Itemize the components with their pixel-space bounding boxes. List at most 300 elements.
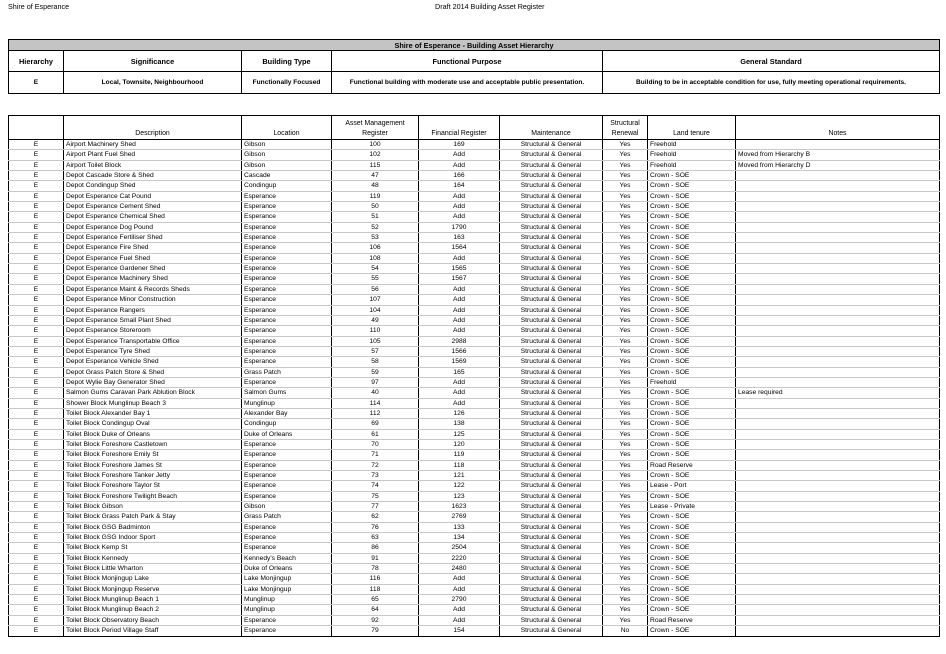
cell-notes (736, 450, 940, 460)
cell-description: Toilet Block Observatory Beach (64, 615, 242, 625)
cell-location: Esperance (242, 626, 332, 636)
value-significance: Local, Townsite, Neighbourhood (64, 72, 242, 94)
cell-land-tenure: Crown - SOE (648, 408, 736, 418)
table-row (9, 357, 940, 367)
table-row (9, 543, 940, 553)
cell-description: Depot Esperance Fuel Shed (64, 253, 242, 263)
table-row (9, 274, 940, 284)
cell-hierarchy: E (9, 377, 64, 387)
page-header (8, 2, 938, 14)
cell-hierarchy: E (9, 181, 64, 191)
cell-maintenance: Structural & General (500, 233, 603, 243)
col-notes: Notes (736, 116, 940, 140)
cell-description: Depot Esperance Gardener Shed (64, 264, 242, 274)
cell-asset-management-register: 77 (332, 502, 419, 512)
cell-financial-register: Add (419, 377, 500, 387)
cell-structural-renewal: Yes (603, 315, 648, 325)
cell-financial-register: 119 (419, 450, 500, 460)
cell-structural-renewal: Yes (603, 243, 648, 253)
cell-location: Esperance (242, 284, 332, 294)
cell-asset-management-register: 102 (332, 150, 419, 160)
cell-asset-management-register: 79 (332, 626, 419, 636)
col-financial-register: Financial Register (419, 116, 500, 140)
cell-financial-register: Add (419, 615, 500, 625)
table-row (9, 429, 940, 439)
cell-maintenance: Structural & General (500, 615, 603, 625)
header-hierarchy: Hierarchy (9, 51, 64, 72)
cell-description: Toilet Block Condingup Oval (64, 419, 242, 429)
cell-location: Duke of Orleans (242, 429, 332, 439)
cell-location: Esperance (242, 315, 332, 325)
table-row (9, 160, 940, 170)
value-functional-purpose: Functional building with moderate use and acceptable public presentation. (332, 72, 603, 94)
header-significance: Significance (64, 51, 242, 72)
cell-financial-register: Add (419, 605, 500, 615)
cell-land-tenure: Crown - SOE (648, 543, 736, 553)
cell-hierarchy: E (9, 429, 64, 439)
cell-hierarchy: E (9, 315, 64, 325)
table-row (9, 202, 940, 212)
cell-notes (736, 274, 940, 284)
cell-location: Cascade (242, 171, 332, 181)
cell-hierarchy: E (9, 243, 64, 253)
cell-notes (736, 326, 940, 336)
cell-location: Esperance (242, 243, 332, 253)
cell-maintenance: Structural & General (500, 584, 603, 594)
cell-financial-register: 164 (419, 181, 500, 191)
cell-description: Depot Cascade Store & Shed (64, 171, 242, 181)
cell-location: Esperance (242, 233, 332, 243)
cell-structural-renewal: Yes (603, 502, 648, 512)
cell-location: Lake Monjingup (242, 584, 332, 594)
cell-structural-renewal: Yes (603, 574, 648, 584)
register-header-row (9, 116, 940, 140)
cell-notes (736, 553, 940, 563)
cell-financial-register: 1565 (419, 264, 500, 274)
cell-description: Salmon Gums Caravan Park Ablution Block (64, 388, 242, 398)
cell-structural-renewal: Yes (603, 408, 648, 418)
cell-location: Condingup (242, 419, 332, 429)
cell-financial-register: Add (419, 150, 500, 160)
cell-location: Munglinup (242, 605, 332, 615)
cell-hierarchy: E (9, 357, 64, 367)
cell-maintenance: Structural & General (500, 243, 603, 253)
cell-notes (736, 295, 940, 305)
table-row (9, 284, 940, 294)
cell-description: Toilet Block Munglinup Beach 2 (64, 605, 242, 615)
cell-notes (736, 398, 940, 408)
cell-location: Esperance (242, 543, 332, 553)
cell-maintenance: Structural & General (500, 222, 603, 232)
cell-description: Depot Esperance Cement Shed (64, 202, 242, 212)
cell-financial-register: 2504 (419, 543, 500, 553)
cell-structural-renewal: Yes (603, 140, 648, 150)
cell-asset-management-register: 118 (332, 584, 419, 594)
cell-description: Toilet Block Monjingup Reserve (64, 584, 242, 594)
cell-financial-register: 133 (419, 522, 500, 532)
cell-structural-renewal: Yes (603, 160, 648, 170)
cell-maintenance: Structural & General (500, 181, 603, 191)
table-row (9, 140, 940, 150)
cell-structural-renewal: Yes (603, 377, 648, 387)
table-row (9, 419, 940, 429)
cell-notes (736, 264, 940, 274)
cell-structural-renewal: Yes (603, 336, 648, 346)
cell-asset-management-register: 64 (332, 605, 419, 615)
cell-structural-renewal: Yes (603, 233, 648, 243)
cell-location: Esperance (242, 471, 332, 481)
cell-asset-management-register: 71 (332, 450, 419, 460)
cell-financial-register: Add (419, 160, 500, 170)
cell-financial-register: 1569 (419, 357, 500, 367)
cell-land-tenure: Crown - SOE (648, 222, 736, 232)
cell-structural-renewal: Yes (603, 388, 648, 398)
cell-hierarchy: E (9, 326, 64, 336)
cell-land-tenure: Crown - SOE (648, 533, 736, 543)
cell-hierarchy: E (9, 584, 64, 594)
cell-structural-renewal: No (603, 626, 648, 636)
cell-maintenance: Structural & General (500, 502, 603, 512)
cell-maintenance: Structural & General (500, 543, 603, 553)
cell-notes (736, 191, 940, 201)
cell-land-tenure: Crown - SOE (648, 398, 736, 408)
table-row (9, 522, 940, 532)
cell-location: Esperance (242, 346, 332, 356)
cell-structural-renewal: Yes (603, 595, 648, 605)
cell-hierarchy: E (9, 346, 64, 356)
table-row (9, 171, 940, 181)
cell-location: Salmon Gums (242, 388, 332, 398)
table-row (9, 191, 940, 201)
cell-description: Toilet Block GSG Indoor Sport (64, 533, 242, 543)
cell-maintenance: Structural & General (500, 150, 603, 160)
table-row (9, 253, 940, 263)
cell-land-tenure: Crown - SOE (648, 574, 736, 584)
cell-structural-renewal: Yes (603, 191, 648, 201)
cell-asset-management-register: 86 (332, 543, 419, 553)
cell-asset-management-register: 63 (332, 533, 419, 543)
cell-hierarchy: E (9, 471, 64, 481)
cell-structural-renewal: Yes (603, 295, 648, 305)
table-row (9, 295, 940, 305)
table-row (9, 491, 940, 501)
cell-structural-renewal: Yes (603, 284, 648, 294)
cell-financial-register: 2769 (419, 512, 500, 522)
cell-land-tenure: Crown - SOE (648, 388, 736, 398)
cell-structural-renewal: Yes (603, 450, 648, 460)
cell-structural-renewal: Yes (603, 326, 648, 336)
cell-location: Grass Patch (242, 512, 332, 522)
building-asset-register-table (8, 115, 940, 637)
table-row (9, 212, 940, 222)
cell-land-tenure: Crown - SOE (648, 471, 736, 481)
cell-location: Munglinup (242, 398, 332, 408)
org-name: Shire of Esperance (8, 2, 70, 11)
cell-land-tenure: Crown - SOE (648, 243, 736, 253)
cell-financial-register: 165 (419, 367, 500, 377)
cell-land-tenure: Lease - Port (648, 481, 736, 491)
cell-description: Depot Wylie Bay Generator Shed (64, 377, 242, 387)
cell-hierarchy: E (9, 295, 64, 305)
cell-notes (736, 419, 940, 429)
cell-structural-renewal: Yes (603, 543, 648, 553)
cell-description: Toilet Block Foreshore Emily St (64, 450, 242, 460)
table-row (9, 512, 940, 522)
cell-location: Esperance (242, 491, 332, 501)
col-location: Location (242, 116, 332, 140)
cell-maintenance: Structural & General (500, 419, 603, 429)
cell-maintenance: Structural & General (500, 605, 603, 615)
cell-asset-management-register: 116 (332, 574, 419, 584)
cell-asset-management-register: 76 (332, 522, 419, 532)
cell-notes (736, 439, 940, 449)
cell-maintenance: Structural & General (500, 295, 603, 305)
table-row (9, 615, 940, 625)
cell-asset-management-register: 70 (332, 439, 419, 449)
table-row (9, 564, 940, 574)
cell-notes (736, 140, 940, 150)
cell-hierarchy: E (9, 439, 64, 449)
cell-hierarchy: E (9, 419, 64, 429)
cell-maintenance: Structural & General (500, 346, 603, 356)
cell-description: Toilet Block Alexander Bay 1 (64, 408, 242, 418)
cell-asset-management-register: 74 (332, 481, 419, 491)
cell-asset-management-register: 73 (332, 471, 419, 481)
cell-notes (736, 357, 940, 367)
hierarchy-summary-table (8, 39, 940, 94)
cell-financial-register: 122 (419, 481, 500, 491)
cell-financial-register: 138 (419, 419, 500, 429)
cell-financial-register: Add (419, 574, 500, 584)
cell-structural-renewal: Yes (603, 212, 648, 222)
cell-structural-renewal: Yes (603, 305, 648, 315)
cell-notes (736, 522, 940, 532)
cell-hierarchy: E (9, 264, 64, 274)
cell-structural-renewal: Yes (603, 512, 648, 522)
cell-asset-management-register: 55 (332, 274, 419, 284)
cell-hierarchy: E (9, 284, 64, 294)
cell-land-tenure: Crown - SOE (648, 450, 736, 460)
cell-description: Toilet Block Foreshore James St (64, 460, 242, 470)
cell-maintenance: Structural & General (500, 553, 603, 563)
cell-description: Depot Esperance Transportable Office (64, 336, 242, 346)
cell-maintenance: Structural & General (500, 429, 603, 439)
cell-description: Depot Grass Patch Store & Shed (64, 367, 242, 377)
cell-description: Toilet Block Munglinup Beach 1 (64, 595, 242, 605)
cell-maintenance: Structural & General (500, 274, 603, 284)
value-building-type: Functionally Focused (242, 72, 332, 94)
cell-description: Toilet Block Foreshore Taylor St (64, 481, 242, 491)
cell-hierarchy: E (9, 305, 64, 315)
cell-location: Esperance (242, 439, 332, 449)
cell-notes (736, 595, 940, 605)
cell-asset-management-register: 72 (332, 460, 419, 470)
table-row (9, 315, 940, 325)
cell-location: Grass Patch (242, 367, 332, 377)
table-row (9, 305, 940, 315)
cell-hierarchy: E (9, 202, 64, 212)
cell-description: Toilet Block Kemp St (64, 543, 242, 553)
table-row (9, 450, 940, 460)
cell-asset-management-register: 112 (332, 408, 419, 418)
col-renewal-line1: Structural (610, 120, 640, 127)
cell-notes (736, 512, 940, 522)
cell-structural-renewal: Yes (603, 429, 648, 439)
cell-asset-management-register: 69 (332, 419, 419, 429)
cell-structural-renewal: Yes (603, 460, 648, 470)
cell-financial-register: 2220 (419, 553, 500, 563)
cell-structural-renewal: Yes (603, 615, 648, 625)
cell-hierarchy: E (9, 491, 64, 501)
cell-location: Esperance (242, 222, 332, 232)
cell-location: Esperance (242, 481, 332, 491)
value-general-standard: Building to be in acceptable condition for use, fully meeting operational requirements. (603, 72, 940, 94)
cell-hierarchy: E (9, 450, 64, 460)
cell-notes (736, 533, 940, 543)
cell-location: Esperance (242, 533, 332, 543)
cell-asset-management-register: 105 (332, 336, 419, 346)
table-row (9, 243, 940, 253)
cell-maintenance: Structural & General (500, 326, 603, 336)
table-row (9, 336, 940, 346)
cell-land-tenure: Crown - SOE (648, 336, 736, 346)
cell-description: Toilet Block Monjingup Lake (64, 574, 242, 584)
cell-notes (736, 491, 940, 501)
cell-asset-management-register: 49 (332, 315, 419, 325)
cell-maintenance: Structural & General (500, 595, 603, 605)
cell-structural-renewal: Yes (603, 253, 648, 263)
cell-hierarchy: E (9, 336, 64, 346)
cell-asset-management-register: 115 (332, 160, 419, 170)
cell-asset-management-register: 106 (332, 243, 419, 253)
cell-asset-management-register: 50 (332, 202, 419, 212)
cell-description: Airport Machinery Shed (64, 140, 242, 150)
cell-location: Duke of Orleans (242, 564, 332, 574)
col-asset-management-register (332, 116, 419, 140)
cell-structural-renewal: Yes (603, 533, 648, 543)
cell-hierarchy: E (9, 626, 64, 636)
cell-location: Esperance (242, 615, 332, 625)
cell-land-tenure: Crown - SOE (648, 274, 736, 284)
cell-notes: Moved from Hierarchy B (736, 150, 940, 160)
cell-notes: Moved from Hierarchy D (736, 160, 940, 170)
cell-notes (736, 171, 940, 181)
cell-location: Lake Monjingup (242, 574, 332, 584)
cell-land-tenure: Crown - SOE (648, 295, 736, 305)
cell-financial-register: Add (419, 305, 500, 315)
cell-description: Depot Esperance Chemical Shed (64, 212, 242, 222)
cell-land-tenure: Freehold (648, 377, 736, 387)
cell-maintenance: Structural & General (500, 460, 603, 470)
cell-land-tenure: Lease - Private (648, 502, 736, 512)
cell-hierarchy: E (9, 253, 64, 263)
cell-location: Condingup (242, 181, 332, 191)
cell-asset-management-register: 110 (332, 326, 419, 336)
cell-hierarchy: E (9, 595, 64, 605)
cell-asset-management-register: 53 (332, 233, 419, 243)
value-hierarchy: E (9, 72, 64, 94)
cell-hierarchy: E (9, 615, 64, 625)
table-row (9, 398, 940, 408)
cell-description: Airport Toilet Block (64, 160, 242, 170)
cell-description: Shower Block Munglinup Beach 3 (64, 398, 242, 408)
cell-financial-register: Add (419, 584, 500, 594)
cell-asset-management-register: 104 (332, 305, 419, 315)
cell-description: Depot Esperance Rangers (64, 305, 242, 315)
cell-land-tenure: Crown - SOE (648, 171, 736, 181)
header-functional-purpose: Functional Purpose (332, 51, 603, 72)
cell-hierarchy: E (9, 574, 64, 584)
cell-financial-register: 134 (419, 533, 500, 543)
cell-land-tenure: Crown - SOE (648, 357, 736, 367)
cell-land-tenure: Crown - SOE (648, 367, 736, 377)
cell-maintenance: Structural & General (500, 408, 603, 418)
cell-financial-register: Add (419, 326, 500, 336)
cell-maintenance: Structural & General (500, 491, 603, 501)
cell-hierarchy: E (9, 522, 64, 532)
table-row (9, 574, 940, 584)
cell-location: Esperance (242, 326, 332, 336)
cell-location: Gibson (242, 140, 332, 150)
table-row (9, 553, 940, 563)
cell-structural-renewal: Yes (603, 605, 648, 615)
cell-structural-renewal: Yes (603, 564, 648, 574)
cell-description: Toilet Block Foreshore Tanker Jetty (64, 471, 242, 481)
cell-description: Airport Plant Fuel Shed (64, 150, 242, 160)
cell-notes (736, 284, 940, 294)
cell-hierarchy: E (9, 481, 64, 491)
col-renewal-line2: Renewal (611, 130, 639, 137)
cell-financial-register: 1790 (419, 222, 500, 232)
cell-hierarchy: E (9, 398, 64, 408)
cell-asset-management-register: 58 (332, 357, 419, 367)
hierarchy-table-title: Shire of Esperance - Building Asset Hierarchy (9, 40, 940, 51)
cell-hierarchy: E (9, 388, 64, 398)
cell-financial-register: 1564 (419, 243, 500, 253)
cell-structural-renewal: Yes (603, 522, 648, 532)
cell-structural-renewal: Yes (603, 439, 648, 449)
cell-location: Esperance (242, 336, 332, 346)
cell-asset-management-register: 52 (332, 222, 419, 232)
cell-asset-management-register: 59 (332, 367, 419, 377)
cell-structural-renewal: Yes (603, 491, 648, 501)
cell-land-tenure: Crown - SOE (648, 429, 736, 439)
cell-notes (736, 615, 940, 625)
cell-asset-management-register: 114 (332, 398, 419, 408)
cell-land-tenure: Crown - SOE (648, 326, 736, 336)
col-land-tenure: Land tenure (648, 116, 736, 140)
col-maintenance: Maintenance (500, 116, 603, 140)
cell-location: Gibson (242, 160, 332, 170)
cell-location: Munglinup (242, 595, 332, 605)
table-row (9, 264, 940, 274)
cell-structural-renewal: Yes (603, 202, 648, 212)
cell-description: Toilet Block Kennedy (64, 553, 242, 563)
col-hierarchy (9, 116, 64, 140)
cell-land-tenure: Crown - SOE (648, 491, 736, 501)
cell-asset-management-register: 108 (332, 253, 419, 263)
col-description: Description (64, 116, 242, 140)
cell-description: Toilet Block Duke of Orleans (64, 429, 242, 439)
cell-maintenance: Structural & General (500, 481, 603, 491)
cell-land-tenure: Crown - SOE (648, 512, 736, 522)
cell-land-tenure: Crown - SOE (648, 346, 736, 356)
cell-financial-register: 118 (419, 460, 500, 470)
cell-location: Esperance (242, 274, 332, 284)
cell-land-tenure: Road Reserve (648, 615, 736, 625)
cell-hierarchy: E (9, 160, 64, 170)
cell-asset-management-register: 57 (332, 346, 419, 356)
